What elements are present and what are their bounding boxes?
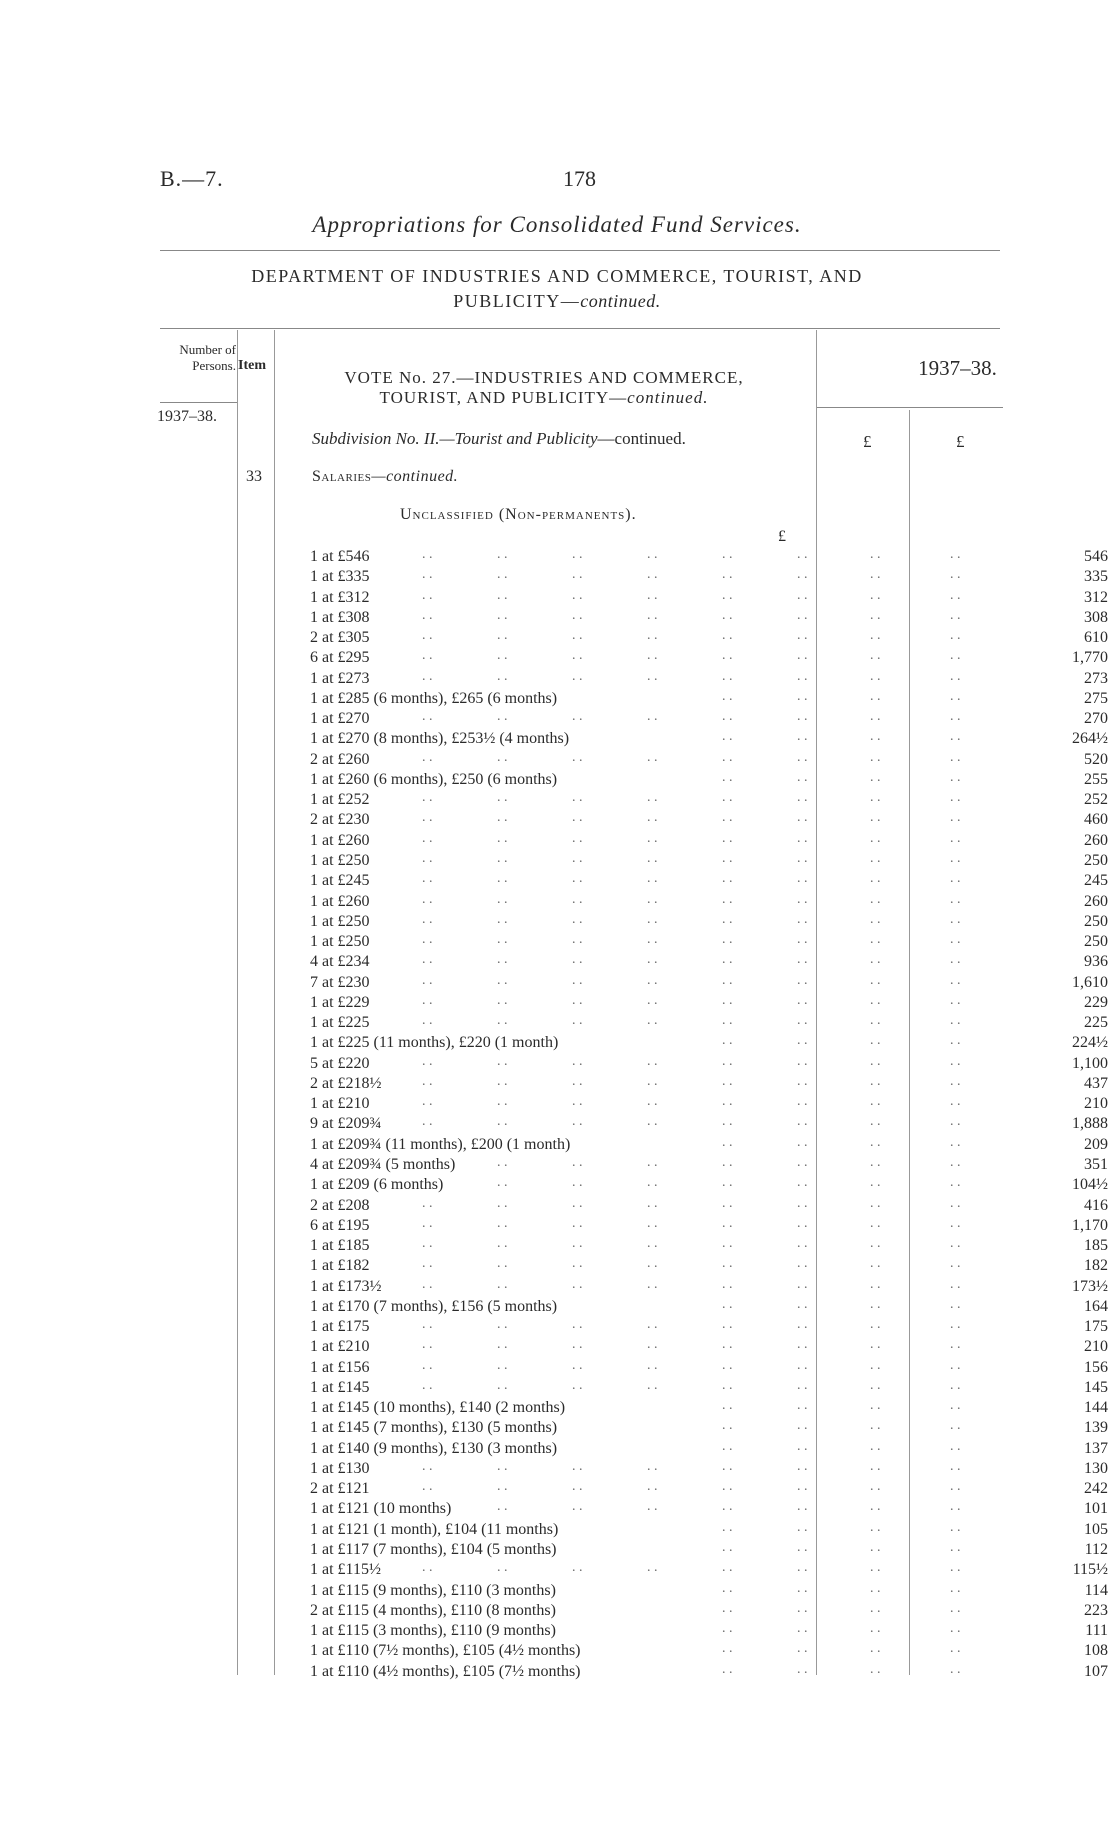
subdivision-title: Subdivision No. II.—Tourist and Publicity <box>312 429 598 448</box>
row-description: 1 at £209 (6 months) <box>310 1176 444 1194</box>
row-amount: 182 <box>1084 1257 1108 1275</box>
table-row: 1 at £175 . . . . . . . . . . . . . . . . 175 <box>310 1317 1108 1336</box>
row-amount: 250 <box>1084 933 1108 951</box>
row-amount: 308 <box>1084 608 1108 626</box>
year-right: 1937–38. <box>918 356 997 380</box>
row-amount: 225 <box>1084 1014 1108 1032</box>
table-row: 2 at £305 . . . . . . . . . . . . . . . . 610 <box>310 628 1108 647</box>
row-amount: 1,770 <box>1072 649 1108 667</box>
row-amount: 111 <box>1085 1622 1108 1640</box>
table-row: 1 at £140 (9 months), £130 (3 months) . . . . . . . . 137 <box>310 1438 1108 1457</box>
row-amount: 250 <box>1084 851 1108 869</box>
row-amount: 250 <box>1084 912 1108 930</box>
department-title-line1: DEPARTMENT OF INDUSTRIES AND COMMERCE, TOURIST, AND <box>251 266 863 286</box>
row-description: 1 at £121 (10 months) <box>310 1500 452 1518</box>
row-amount: 546 <box>1084 548 1108 565</box>
row-amount: 209 <box>1084 1135 1108 1153</box>
document-reference: B.—7. <box>160 166 224 191</box>
salaries-continued: —continued. <box>371 468 459 485</box>
row-description: 1 at £210 <box>310 1338 370 1356</box>
row-description: 1 at £229 <box>310 993 370 1011</box>
row-amount: 229 <box>1084 993 1108 1011</box>
table-row: 9 at £209¾ . . . . . . . . . . . . . . . . 1,888 <box>310 1114 1108 1133</box>
row-description: 1 at £209¾ (11 months), £200 (1 month) <box>310 1135 571 1153</box>
row-amount: 185 <box>1084 1237 1108 1255</box>
row-description: 1 at £250 <box>310 851 370 869</box>
table-row: 1 at £260 . . . . . . . . . . . . . . . . 260 <box>310 830 1108 849</box>
item-column-divider <box>274 330 275 1675</box>
table-row: 1 at £252 . . . . . . . . . . . . . . . . 252 <box>310 790 1108 809</box>
row-description: 1 at £546 <box>310 548 370 565</box>
table-row: 1 at £121 (1 month), £104 (11 months) . . . . . . . . 105 <box>310 1519 1108 1538</box>
row-amount: 107 <box>1084 1662 1108 1680</box>
amount-column-divider <box>816 330 817 1675</box>
row-description: 1 at £260 (6 months), £250 (6 months) <box>310 770 558 788</box>
table-row: 7 at £230 . . . . . . . . . . . . . . . . 1,610 <box>310 972 1108 991</box>
table-row: 1 at £250 . . . . . . . . . . . . . . . . 250 <box>310 850 1108 869</box>
page-heading: Appropriations for Consolidated Fund Services. <box>312 212 802 237</box>
row-description: 1 at £335 <box>310 568 370 586</box>
row-description: 1 at £175 <box>310 1318 370 1336</box>
row-amount: 130 <box>1084 1459 1108 1477</box>
table-row: 1 at £270 . . . . . . . . . . . . . . . . 270 <box>310 709 1108 728</box>
row-amount: 610 <box>1084 629 1108 647</box>
table-row: 1 at £145 . . . . . . . . . . . . . . . . 145 <box>310 1377 1108 1396</box>
year-header-rule <box>817 407 1003 408</box>
row-amount: 210 <box>1084 1338 1108 1356</box>
row-amount: 335 <box>1084 568 1108 586</box>
row-amount: 264½ <box>1072 730 1108 748</box>
table-row: 1 at £185 . . . . . . . . . . . . . . . . 185 <box>310 1236 1108 1255</box>
row-amount: 1,888 <box>1072 1115 1108 1133</box>
row-amount: 164 <box>1084 1297 1108 1315</box>
row-amount: 252 <box>1084 791 1108 809</box>
table-row: 1 at £225 . . . . . . . . . . . . . . . . 225 <box>310 1013 1108 1032</box>
table-row: 1 at £229 . . . . . . . . . . . . . . . . 229 <box>310 992 1108 1011</box>
department-title-line2 <box>0 291 1114 312</box>
row-description: 1 at £260 <box>310 892 370 910</box>
salary-list <box>310 547 1108 1682</box>
row-description: 2 at £208 <box>310 1196 370 1214</box>
table-row: 4 at £234 . . . . . . . . . . . . . . . . 936 <box>310 952 1108 971</box>
row-description: 6 at £295 <box>310 649 370 667</box>
subdivision-heading <box>312 429 686 449</box>
row-description: 1 at £130 <box>310 1459 370 1477</box>
table-row: 1 at £225 (11 months), £220 (1 month) . . . . . . . . 224½ <box>310 1033 1108 1052</box>
row-amount: 108 <box>1084 1642 1108 1660</box>
row-amount: 260 <box>1084 892 1108 910</box>
subdivision-continued: —continued. <box>597 429 686 448</box>
item-number: 33 <box>246 468 262 485</box>
row-description: 1 at £173½ <box>310 1277 382 1295</box>
row-description: 1 at £115½ <box>310 1561 381 1579</box>
row-description: 7 at £230 <box>310 973 370 991</box>
table-row: 1 at £273 . . . . . . . . . . . . . . . . 273 <box>310 668 1108 687</box>
row-description: 2 at £260 <box>310 750 370 768</box>
row-description: 4 at £209¾ (5 months) <box>310 1155 456 1173</box>
row-amount: 144 <box>1084 1399 1108 1417</box>
table-row: 2 at £208 . . . . . . . . . . . . . . . . 416 <box>310 1195 1108 1214</box>
unclassified-heading: Unclassified (Non-permanents). <box>400 506 637 523</box>
table-row: 1 at £130 . . . . . . . . . . . . . . . . 130 <box>310 1458 1108 1477</box>
row-amount: 1,170 <box>1072 1216 1108 1234</box>
number-of-persons-header: Number of Persons. <box>179 342 236 373</box>
table-row: 1 at £260 (6 months), £250 (6 months) . . . . . . . . 255 <box>310 769 1108 788</box>
row-description: 1 at £210 <box>310 1095 370 1113</box>
row-description: 6 at £195 <box>310 1216 370 1234</box>
row-description: 5 at £220 <box>310 1054 370 1072</box>
row-description: 1 at £140 (9 months), £130 (3 months) <box>310 1439 558 1457</box>
row-description: 1 at £225 <box>310 1014 370 1032</box>
row-description: 1 at £110 (7½ months), £105 (4½ months) <box>310 1642 581 1660</box>
row-amount: 101 <box>1084 1500 1108 1518</box>
persons-column-divider <box>237 330 238 1675</box>
row-description: 1 at £270 (8 months), £253½ (4 months) <box>310 730 570 748</box>
salaries-heading <box>312 468 458 486</box>
table-row: 1 at £335 . . . . . . . . . . . . . . . . 335 <box>310 567 1108 586</box>
page-number: 178 <box>563 166 596 191</box>
row-amount: 242 <box>1084 1480 1108 1498</box>
row-description: 1 at £250 <box>310 912 370 930</box>
row-description: 1 at £270 <box>310 710 370 728</box>
row-description: 1 at £145 <box>310 1378 370 1396</box>
row-amount: 139 <box>1084 1419 1108 1437</box>
row-amount: 245 <box>1084 872 1108 890</box>
row-amount: 936 <box>1084 953 1108 971</box>
table-row: 1 at £250 . . . . . . . . . . . . . . . . 250 <box>310 911 1108 930</box>
row-amount: 175 <box>1084 1318 1108 1336</box>
row-amount: 156 <box>1084 1358 1108 1376</box>
row-description: 1 at £110 (4½ months), £105 (7½ months) <box>310 1662 581 1680</box>
row-description: 1 at £182 <box>310 1257 370 1275</box>
table-top-rule <box>160 328 1000 329</box>
table-row: 5 at £220 . . . . . . . . . . . . . . . . 1,100 <box>310 1053 1108 1072</box>
table-row: 1 at £245 . . . . . . . . . . . . . . . . 245 <box>310 871 1108 890</box>
table-row: 1 at £110 (4½ months), £105 (7½ months) . . . . . . . . 107 <box>310 1661 1108 1680</box>
table-row: 1 at £209¾ (11 months), £200 (1 month) . . . . . . . . 209 <box>310 1134 1108 1153</box>
table-row: 1 at £250 . . . . . . . . . . . . . . . . 250 <box>310 932 1108 951</box>
table-row: 6 at £195 . . . . . . . . . . . . . . . . 1,170 <box>310 1215 1108 1234</box>
table-row: 1 at £173½ . . . . . . . . . . . . . . . . 173½ <box>310 1276 1108 1295</box>
row-description: 2 at £115 (4 months), £110 (8 months) <box>310 1601 556 1619</box>
table-row: 1 at £285 (6 months), £265 (6 months) . . . . . . . . 275 <box>310 688 1108 707</box>
table-row: 1 at £546 . . . . . . . . . . . . . . . . 546 <box>310 547 1108 565</box>
table-row: 2 at £230 . . . . . . . . . . . . . . . . 460 <box>310 810 1108 829</box>
year-left: 1937–38. <box>157 408 217 425</box>
row-description: 2 at £218½ <box>310 1074 382 1092</box>
row-description: 1 at £245 <box>310 872 370 890</box>
row-description: 9 at £209¾ <box>310 1115 382 1133</box>
row-amount: 1,610 <box>1072 973 1108 991</box>
table-row: 1 at £308 . . . . . . . . . . . . . . . . 308 <box>310 607 1108 626</box>
row-description: 2 at £305 <box>310 629 370 647</box>
row-description: 1 at £285 (6 months), £265 (6 months) <box>310 689 558 707</box>
vote-title-text: TOURIST, AND PUBLICITY— <box>379 388 628 407</box>
row-amount: 224½ <box>1072 1034 1108 1052</box>
table-row: 1 at £260 . . . . . . . . . . . . . . . . 260 <box>310 891 1108 910</box>
row-amount: 275 <box>1084 689 1108 707</box>
table-row: 1 at £115 (9 months), £110 (3 months) . . . . . . . . 114 <box>310 1580 1108 1599</box>
row-amount: 520 <box>1084 750 1108 768</box>
table-row: 1 at £210 . . . . . . . . . . . . . . . . 210 <box>310 1337 1108 1356</box>
row-description: 2 at £121 <box>310 1480 370 1498</box>
row-description: 2 at £230 <box>310 811 370 829</box>
row-description: 1 at £121 (1 month), £104 (11 months) <box>310 1520 559 1538</box>
table-row: 2 at £121 . . . . . . . . . . . . . . . . 242 <box>310 1479 1108 1498</box>
row-description: 1 at £117 (7 months), £104 (5 months) <box>310 1541 557 1559</box>
row-description: 1 at £145 (7 months), £130 (5 months) <box>310 1419 558 1437</box>
row-amount: 437 <box>1084 1074 1108 1092</box>
salaries-label: Salaries <box>312 468 372 485</box>
department-title-text: PUBLICITY— <box>453 291 581 311</box>
row-description: 1 at £185 <box>310 1237 370 1255</box>
row-description: 1 at £252 <box>310 791 370 809</box>
row-amount: 1,100 <box>1072 1054 1108 1072</box>
persons-header-rule <box>160 402 238 403</box>
row-amount: 137 <box>1084 1439 1108 1457</box>
row-amount: 105 <box>1084 1520 1108 1538</box>
row-amount: 114 <box>1084 1581 1108 1599</box>
row-amount: 260 <box>1084 831 1108 849</box>
row-description: 4 at £234 <box>310 953 370 971</box>
row-amount: 312 <box>1084 588 1108 606</box>
table-row: 1 at £270 (8 months), £253½ (4 months) . . . . . . . . 264½ <box>310 729 1108 748</box>
table-row: 1 at £156 . . . . . . . . . . . . . . . . 156 <box>310 1357 1108 1376</box>
table-row: 1 at £209 (6 months) . . . . . . . . . . . . . . 104½ <box>310 1175 1108 1194</box>
table-row: 1 at £182 . . . . . . . . . . . . . . . . 182 <box>310 1256 1108 1275</box>
vote-title-line2 <box>274 388 814 408</box>
table-row: 1 at £145 (7 months), £130 (5 months) . . . . . . . . 139 <box>310 1418 1108 1437</box>
table-row: 1 at £117 (7 months), £104 (5 months) . . . . . . . . 112 <box>310 1540 1108 1559</box>
row-amount: 173½ <box>1072 1277 1108 1295</box>
table-row: 4 at £209¾ (5 months) . . . . . . . . . . . . . . 351 <box>310 1154 1108 1173</box>
row-amount: 145 <box>1084 1378 1108 1396</box>
row-amount: 112 <box>1084 1541 1108 1559</box>
row-description: 1 at £312 <box>310 588 370 606</box>
row-amount: 104½ <box>1072 1176 1108 1194</box>
table-row: 1 at £115½ . . . . . . . . . . . . . . . . 115½ <box>310 1560 1108 1579</box>
heading-rule <box>160 250 1000 251</box>
row-amount: 270 <box>1084 710 1108 728</box>
vote-continued: continued. <box>627 388 709 407</box>
row-description: 1 at £308 <box>310 608 370 626</box>
row-description: 1 at £145 (10 months), £140 (2 months) <box>310 1399 566 1417</box>
table-row: 2 at £218½ . . . . . . . . . . . . . . . . 437 <box>310 1073 1108 1092</box>
row-amount: 210 <box>1084 1095 1108 1113</box>
row-amount: 223 <box>1084 1601 1108 1619</box>
table-row: 1 at £110 (7½ months), £105 (4½ months) . . . . . . . . 108 <box>310 1641 1108 1660</box>
row-amount: 416 <box>1084 1196 1108 1214</box>
row-amount: 115½ <box>1072 1561 1108 1579</box>
table-row: 2 at £260 . . . . . . . . . . . . . . . . 520 <box>310 749 1108 768</box>
row-description: 1 at £273 <box>310 669 370 687</box>
vote-title-line1: VOTE No. 27.—INDUSTRIES AND COMMERCE, <box>344 368 744 387</box>
table-row: 1 at £145 (10 months), £140 (2 months) . . . . . . . . 144 <box>310 1398 1108 1417</box>
row-amount: 460 <box>1084 811 1108 829</box>
table-row: 1 at £210 . . . . . . . . . . . . . . . . 210 <box>310 1094 1108 1113</box>
row-description: 1 at £225 (11 months), £220 (1 month) <box>310 1034 559 1052</box>
table-row: 6 at £295 . . . . . . . . . . . . . . . . 1,770 <box>310 648 1108 667</box>
pound-sign-col1: £ <box>863 432 872 451</box>
pound-column-divider <box>909 410 910 1675</box>
table-row: 1 at £121 (10 months) . . . . . . . . . . . . . . 101 <box>310 1499 1108 1518</box>
row-description: 1 at £156 <box>310 1358 370 1376</box>
row-description: 1 at £170 (7 months), £156 (5 months) <box>310 1297 558 1315</box>
table-row: 1 at £312 . . . . . . . . . . . . . . . . 312 <box>310 587 1108 606</box>
department-continued: continued. <box>580 291 661 311</box>
amount-currency: £ <box>778 528 786 545</box>
item-header: Item <box>238 358 266 373</box>
row-description: 1 at £115 (3 months), £110 (9 months) <box>310 1622 556 1640</box>
row-description: 1 at £115 (9 months), £110 (3 months) <box>310 1581 556 1599</box>
row-amount: 273 <box>1084 669 1108 687</box>
row-amount: 255 <box>1084 770 1108 788</box>
row-description: 1 at £250 <box>310 933 370 951</box>
table-row: 1 at £170 (7 months), £156 (5 months) . . . . . . . . 164 <box>310 1296 1108 1315</box>
row-description: 1 at £260 <box>310 831 370 849</box>
row-amount: 351 <box>1084 1155 1108 1173</box>
table-row: 2 at £115 (4 months), £110 (8 months) . . . . . . . . 223 <box>310 1600 1108 1619</box>
table-row: 1 at £115 (3 months), £110 (9 months) . . . . . . . . 111 <box>310 1621 1108 1640</box>
pound-sign-col2: £ <box>956 432 965 451</box>
